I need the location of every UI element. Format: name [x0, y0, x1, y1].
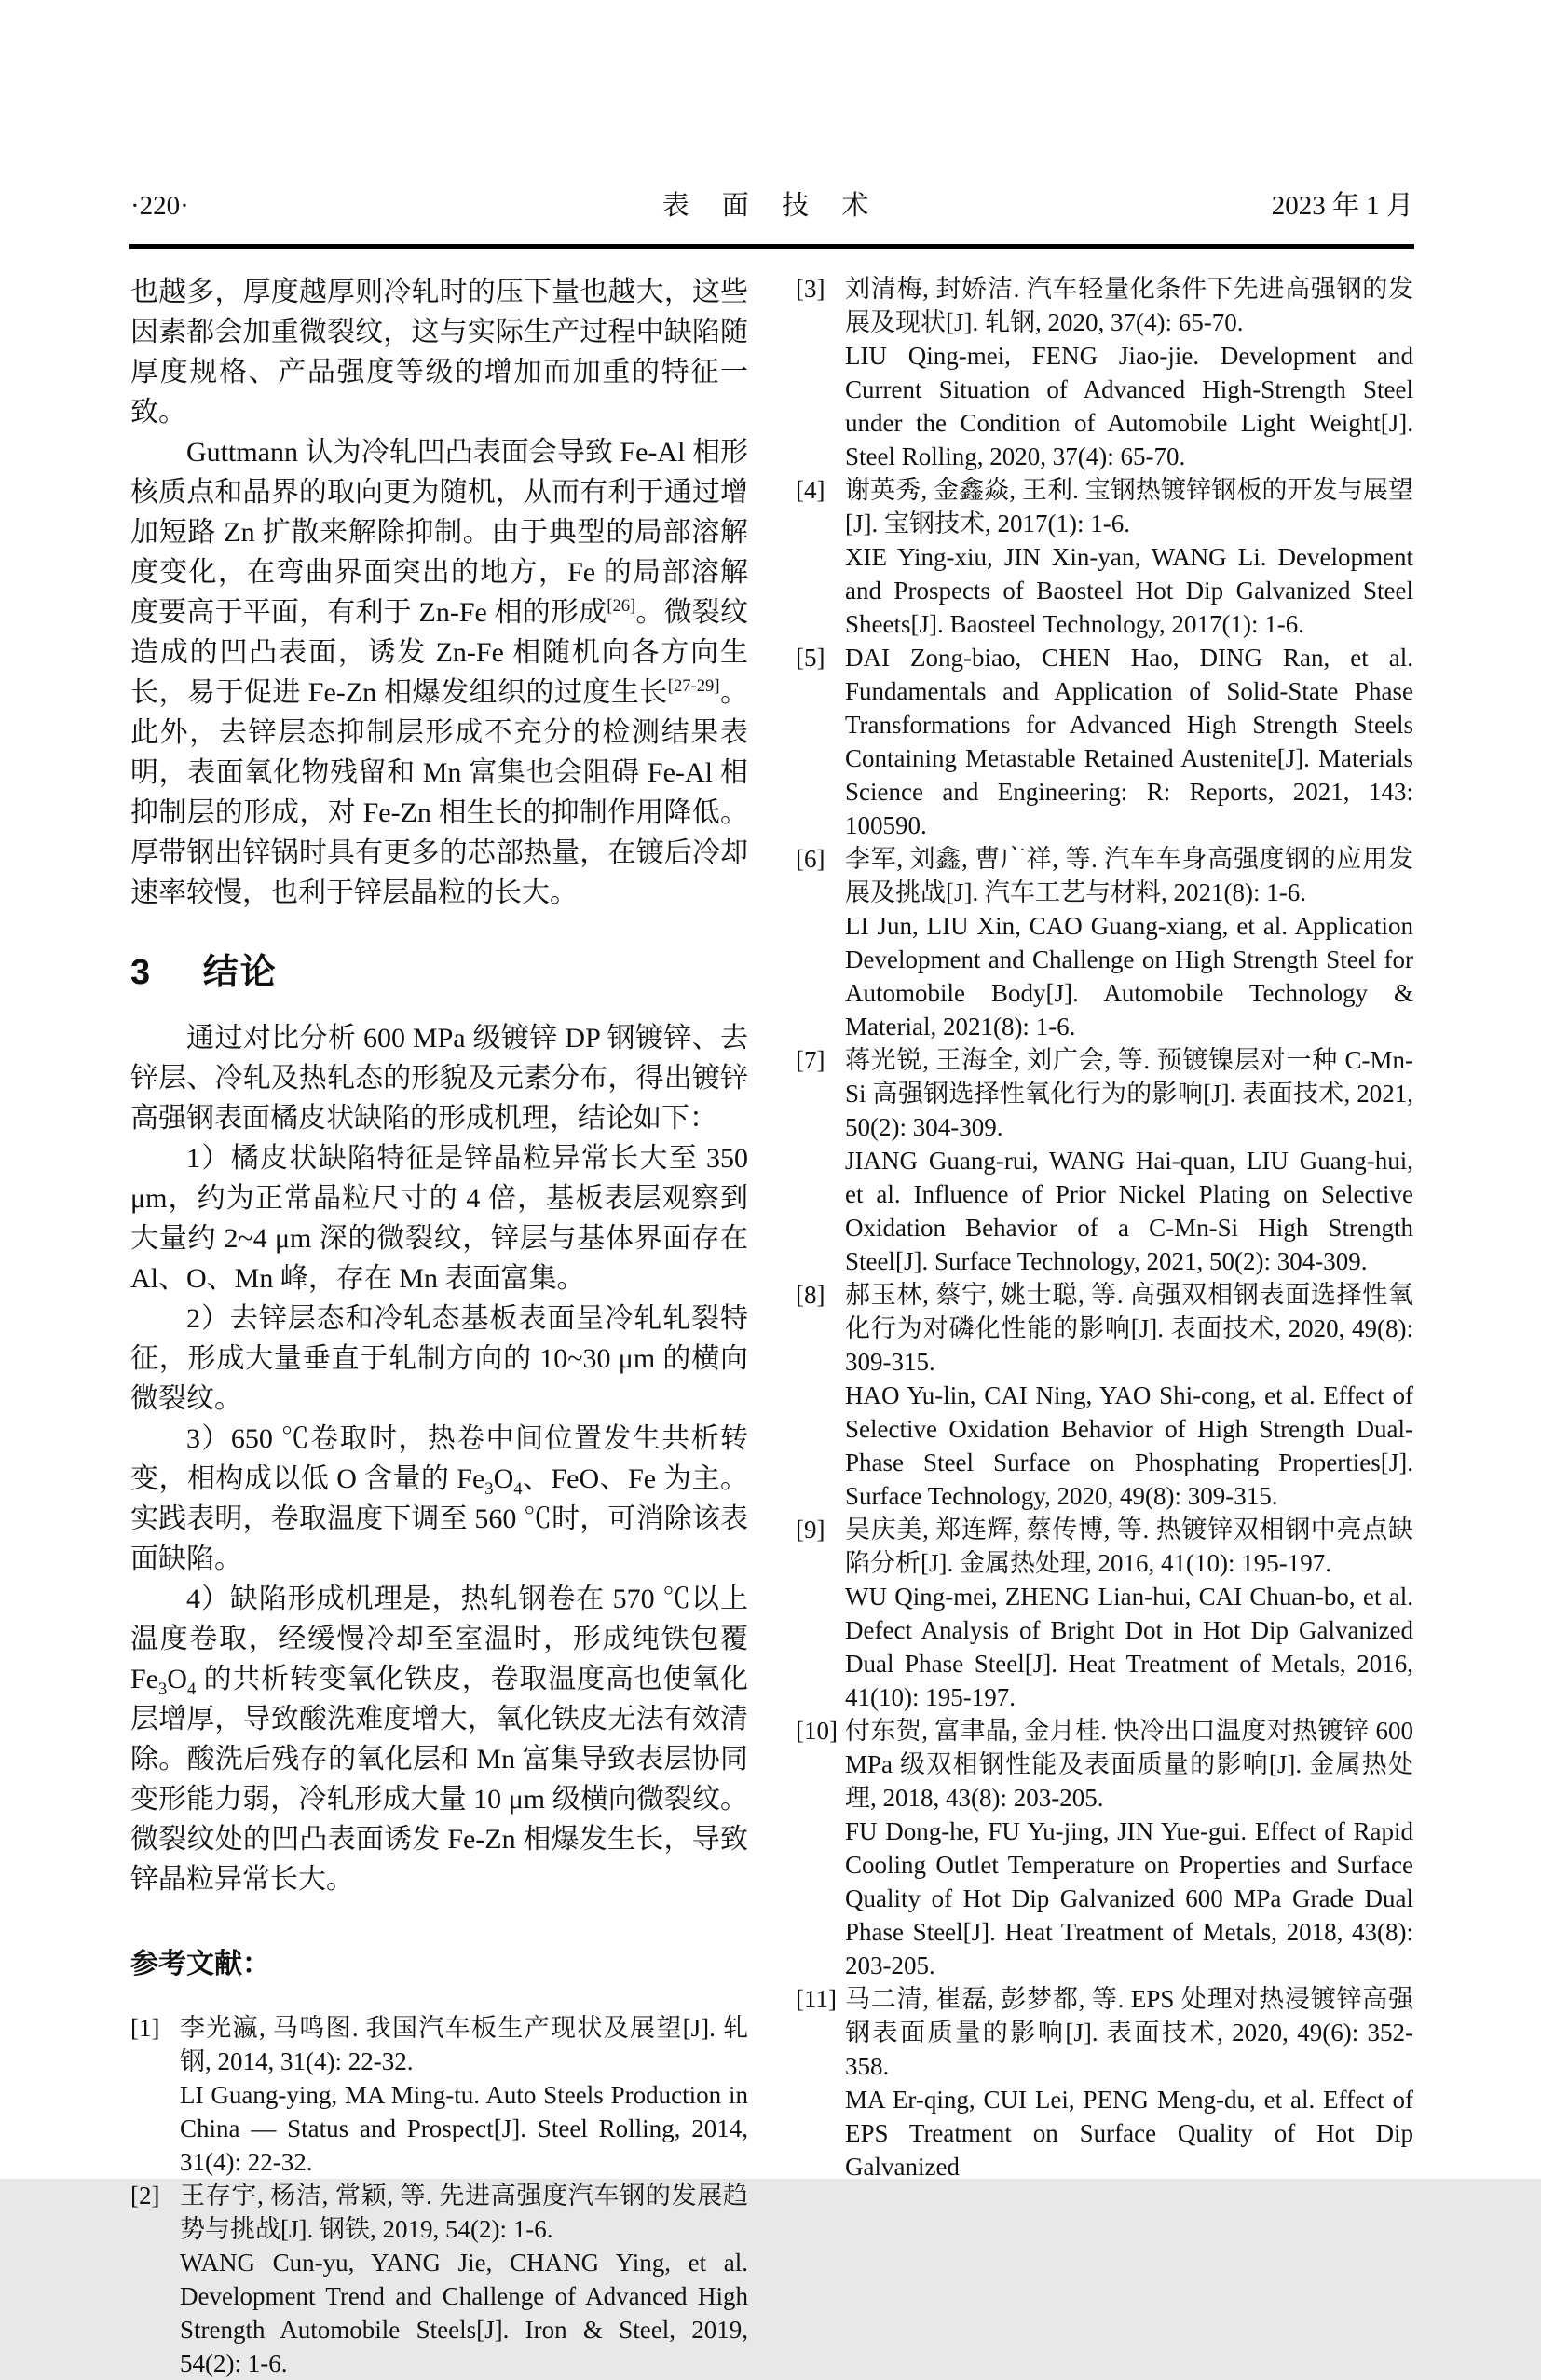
reference-citation-zh: 马二清, 崔磊, 彭梦都, 等. EPS 处理对热浸镀锌高强钢表面质量的影响[J]. 表面技术, 2020, 49(6): 352-358. [845, 1985, 1413, 2080]
reference-number: [3] [796, 275, 825, 303]
reference-number: [1] [130, 2014, 160, 2042]
journal-title: 表 面 技 术 [661, 191, 882, 221]
body-paragraph: Guttmann 认为冷轧凹凸表面会导致 Fe-Al 相形核质点和晶界的取向更为随机，从而有利于通过增加短路 Zn 扩散来解除抑制。由于典型的局部溶解度变化，在弯曲界面突出的地方，Fe 的局部溶解度要高于平面，有利于 Zn-Fe 相的形成[26]。微裂纹造成的凹凸表面，诱发 Zn-Fe 相随机向各方向生长，易于促进 Fe-Zn 相爆发组织的过度生长[27-29]。此外，去锌层态抑制层形成不充分的检测结果表明，表面氧化物残留和 Mn 富集也会阻碍 Fe-Al 相抑制层的形成，对 Fe-Zn 相生长的抑制作用降低。厚带钢出锌锅时具有更多的芯部热量，在镀后冷却速率较慢，也利于锌层晶粒的长大。 [130, 437, 748, 908]
page-number: ·220· [130, 191, 189, 221]
reference-item-8 [796, 1278, 1413, 1513]
two-column-layout [130, 272, 1413, 2380]
reference-citation-zh: 郝玉林, 蔡宁, 姚士聪, 等. 高强双相钢表面选择性氧化行为对磷化性能的影响[J]. 表面技术, 2020, 49(8): 309-315. [845, 1281, 1413, 1376]
reference-citation-zh: 蒋光锐, 王海全, 刘广会, 等. 预镀镍层对一种 C-Mn-Si 高强钢选择性氧化行为的影响[J]. 表面技术, 2021, 50(2): 304-309. [845, 1046, 1413, 1141]
reference-number: [11] [796, 1985, 837, 2013]
reference-citation-en: LI Jun, LIU Xin, CAO Guang-xiang, et al. Application Development and Challenge on High Strength Steel for Automobile Body[J]. Automobile Technology & Material, 2021(8): 1-6. [845, 912, 1413, 1040]
section-number: 3 [130, 953, 153, 992]
reference-citation-en: DAI Zong-biao, CHEN Hao, DING Ran, et al. Fundamentals and Application of Solid-State Phase Transformations for Advanced High Strength Steels Containing Metastable Retained Austenite[J]. Materials Science and Engineering: R: Reports, 2021, 143: 100590. [845, 644, 1413, 839]
conclusion-paragraph: 3）650 ℃卷取时，热卷中间位置发生共析转变，相构成以低 O 含量的 $Fe_3O_4$、FeO、Fe 为主。实践表明，卷取温度下调至 560 ℃时，可消除该表面缺陷。 [130, 1423, 748, 1574]
references-heading: 参考文献： [130, 1949, 270, 1979]
reference-citation-en: HAO Yu-lin, CAI Ning, YAO Shi-cong, et al. Effect of Selective Oxidation Behavior of High Strength Dual-Phase Steel Surface on Phosphating Properties[J]. Surface Technology, 2020, 49(8): 309-315. [845, 1381, 1413, 1510]
reference-item-11 [796, 1982, 1413, 2183]
reference-item-6 [796, 842, 1413, 1043]
reference-citation-zh: 李光瀛, 马鸣图. 我国汽车板生产现状及展望[J]. 轧钢, 2014, 31(4): 22-32. [180, 2014, 748, 2075]
conclusion-paragraph: 4）缺陷形成机理是，热轧钢卷在 570 ℃以上温度卷取，经缓慢冷却至室温时，形成纯铁包覆 $Fe_3O_4$ 的共析转变氧化铁皮，卷取温度高也使氧化层增厚，导致酸洗难度增大，氧化铁皮无法有效清除。酸洗后残存的氧化层和 Mn 富集导致表层协同变形能力弱，冷轧形成大量 10 μm 级横向微裂纹。微裂纹处的凹凸表面诱发 Fe-Zn 相爆发生长，导致锌晶粒异常长大。 [130, 1584, 748, 1895]
reference-number: [2] [130, 2182, 160, 2210]
header-rule [129, 244, 1414, 249]
column-right [796, 272, 1413, 2380]
reference-citation-en: JIANG Guang-rui, WANG Hai-quan, LIU Guang-hui, et al. Influence of Prior Nickel Plating on Selective Oxidation Behavior of a C-Mn-Si High Strength Steel[J]. Surface Technology, 2021, 50(2): 304-309. [845, 1147, 1413, 1275]
reference-item-1 [130, 2011, 748, 2179]
issue-date: 2023 年 1 月 [1271, 191, 1413, 221]
conclusion-paragraph: 通过对比分析 600 MPa 级镀锌 DP 钢镀锌、去锌层、冷轧及热轧态的形貌及元素分布，得出镀锌高强钢表面橘皮状缺陷的形成机理，结论如下： [130, 1023, 748, 1134]
reference-item-9 [796, 1513, 1413, 1714]
reference-number: [7] [796, 1046, 825, 1074]
reference-item-5 [796, 641, 1413, 842]
reference-citation-en: WU Qing-mei, ZHENG Lian-hui, CAI Chuan-bo, et al. Defect Analysis of Bright Dot in Hot Dip Galvanized Dual Phase Steel[J]. Heat Treatment of Metals, 2016, 41(10): 195-197. [845, 1583, 1413, 1711]
reference-item-10 [796, 1714, 1413, 1982]
column-left [130, 272, 748, 2380]
reference-number: [6] [796, 845, 825, 873]
section-title: 结论 [202, 953, 278, 992]
reference-item-2 [130, 2179, 748, 2380]
conclusion-paragraph: 2）去锌层态和冷轧态基板表面呈冷轧轧裂特征，形成大量垂直于轧制方向的 10~30 μm 的横向微裂纹。 [130, 1303, 748, 1414]
reference-citation-en: WANG Cun-yu, YANG Jie, CHANG Ying, et al. Development Trend and Challenge of Advanced High Strength Automobile Steels[J]. Iron & Steel, 2019, 54(2): 1-6. [180, 2249, 748, 2377]
reference-number: [10] [796, 1717, 838, 1745]
reference-number: [5] [796, 644, 825, 672]
conclusion-paragraph: 1）橘皮状缺陷特征是锌晶粒异常长大至 350 μm，约为正常晶粒尺寸的 4 倍，基板表层观察到大量约 2~4 μm 深的微裂纹，锌层与基体界面存在 Al、O、Mn 峰，存在 Mn 表面富集。 [130, 1143, 748, 1294]
reference-citation-zh: 王存宇, 杨洁, 常颖, 等. 先进高强度汽车钢的发展趋势与挑战[J]. 钢铁, 2019, 54(2): 1-6. [180, 2182, 748, 2243]
reference-citation-zh: 付东贺, 富聿晶, 金月桂. 快冷出口温度对热镀锌 600 MPa 级双相钢性能及表面质量的影响[J]. 金属热处理, 2018, 43(8): 203-205. [845, 1717, 1413, 1812]
reference-citation-en: LI Guang-ying, MA Ming-tu. Auto Steels Production in China — Status and Prospect[J]. Steel Rolling, 2014, 31(4): 22-32. [180, 2081, 748, 2176]
reference-citation-zh: 刘清梅, 封娇洁. 汽车轻量化条件下先进高强钢的发展及现状[J]. 轧钢, 2020, 37(4): 65-70. [845, 275, 1413, 336]
reference-citation-en: LIU Qing-mei, FENG Jiao-jie. Development and Current Situation of Advanced High-Strength Steel under the Condition of Automobile Light Weight[J]. Steel Rolling, 2020, 37(4): 65-70. [845, 342, 1413, 470]
page-header [130, 184, 1413, 223]
reference-citation-zh: 李军, 刘鑫, 曹广祥, 等. 汽车车身高强度钢的应用发展及挑战[J]. 汽车工艺与材料, 2021(8): 1-6. [845, 845, 1413, 906]
reference-citation-zh: 谢英秀, 金鑫焱, 王利. 宝钢热镀锌钢板的开发与展望[J]. 宝钢技术, 2017(1): 1-6. [845, 476, 1413, 537]
reference-number: [4] [796, 476, 825, 504]
section-heading [130, 943, 748, 994]
reference-item-7 [796, 1043, 1413, 1278]
reference-citation-zh: 吴庆美, 郑连辉, 蔡传博, 等. 热镀锌双相钢中亮点缺陷分析[J]. 金属热处理, 2016, 41(10): 195-197. [845, 1516, 1413, 1577]
reference-citation-en: XIE Ying-xiu, JIN Xin-yan, WANG Li. Development and Prospects of Baosteel Hot Dip Galvanized Steel Sheets[J]. Baosteel Technology, 2017(1): 1-6. [845, 543, 1413, 638]
reference-number: [8] [796, 1281, 825, 1309]
reference-item-3 [796, 272, 1413, 473]
reference-number: [9] [796, 1516, 825, 1544]
reference-item-4 [796, 473, 1413, 641]
reference-citation-en: MA Er-qing, CUI Lei, PENG Meng-du, et al. Effect of EPS Treatment on Surface Quality of Hot Dip Galvanized [845, 2086, 1413, 2181]
reference-citation-en: FU Dong-he, FU Yu-jing, JIN Yue-gui. Effect of Rapid Cooling Outlet Temperature on Properties and Surface Quality of Hot Dip Galvanized 600 MPa Grade Dual Phase Steel[J]. Heat Treatment of Metals, 2018, 43(8): 203-205. [845, 1817, 1413, 1979]
body-paragraph: 也越多，厚度越厚则冷轧时的压下量也越大，这些因素都会加重微裂纹，这与实际生产过程中缺陷随厚度规格、产品强度等级的增加而加重的特征一致。 [130, 277, 748, 428]
